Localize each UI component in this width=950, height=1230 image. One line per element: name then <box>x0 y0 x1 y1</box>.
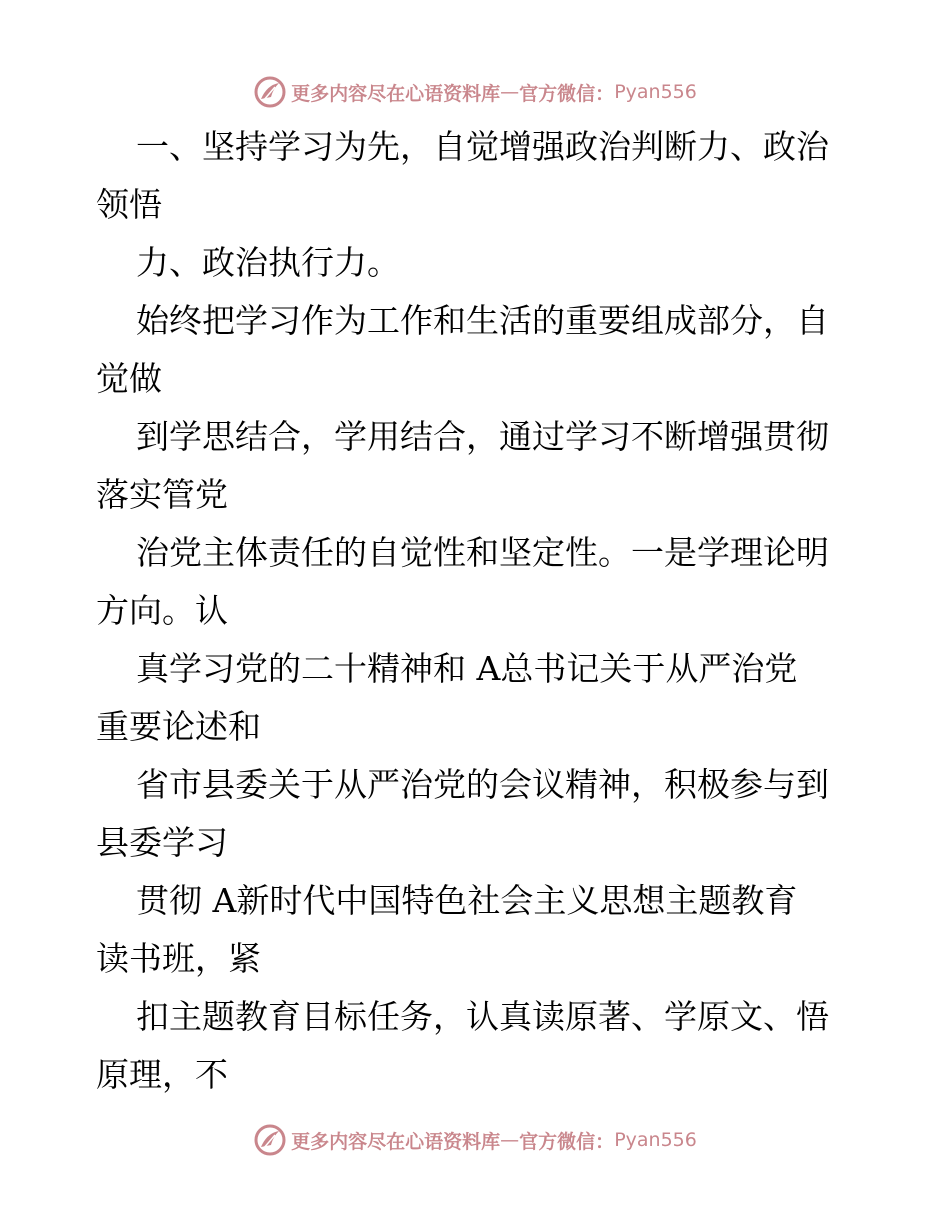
header-wechat-label: 官方微信： <box>519 82 615 105</box>
body-line: 贯彻 A新时代中国特色社会主义思想主题教育 <box>136 881 798 920</box>
body-line: 领悟 <box>96 185 162 224</box>
body-line: 一、坚持学习为先，自觉增强政治判断力、政治 <box>136 127 829 166</box>
body-line: 重要论述和 <box>96 707 261 746</box>
header-watermark <box>0 72 950 112</box>
header-separator: — <box>500 81 520 103</box>
body-line: 落实管党 <box>96 475 228 514</box>
footer-separator: — <box>500 1129 520 1151</box>
body-line: 始终把学习作为工作和生活的重要组成部分，自 <box>136 301 829 340</box>
body-line: 觉做 <box>96 359 162 398</box>
footer-watermark <box>0 1120 950 1160</box>
body-line: 真学习党的二十精神和 A总书记关于从严治党 <box>136 649 798 688</box>
document-body <box>96 118 856 1104</box>
flame-pen-logo-icon <box>253 75 287 109</box>
flame-pen-logo-icon <box>253 1123 287 1157</box>
body-line: 治党主体责任的自觉性和坚定性。一是学理论明 <box>136 533 829 572</box>
header-wechat-id: Pyan556 <box>614 81 697 103</box>
footer-wechat-id: Pyan556 <box>614 1129 697 1151</box>
footer-wechat-label: 官方微信： <box>519 1130 615 1153</box>
header-brand-text: 更多内容尽在心语资料库 <box>291 82 501 105</box>
body-line: 原理，不 <box>96 1055 228 1094</box>
body-line: 扣主题教育目标任务，认真读原著、学原文、悟 <box>136 997 829 1036</box>
body-line: 方向。认 <box>96 591 228 630</box>
body-line: 省市县委关于从严治党的会议精神，积极参与到 <box>136 765 829 804</box>
body-line: 县委学习 <box>96 823 228 862</box>
body-line: 力、政治执行力。 <box>136 243 400 282</box>
footer-brand-text: 更多内容尽在心语资料库 <box>291 1130 501 1153</box>
body-line: 读书班，紧 <box>96 939 261 978</box>
body-line: 到学思结合，学用结合，通过学习不断增强贯彻 <box>136 417 829 456</box>
